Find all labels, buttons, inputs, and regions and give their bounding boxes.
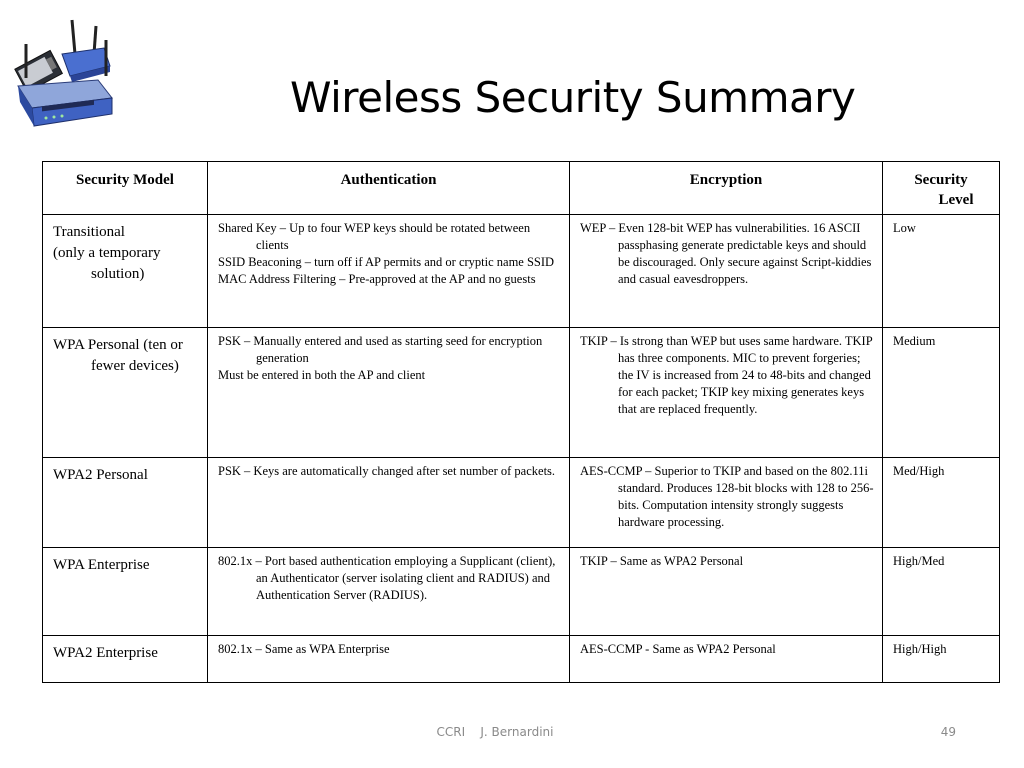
page-number: 49 [940,725,956,739]
model-cell [43,328,208,458]
auth-item: MAC Address Filtering – Pre-approved at the AP and no guests [218,272,536,286]
enc-cell [570,215,883,328]
model-text: Transitional [53,224,125,240]
auth-cell [208,636,570,683]
table-row [43,458,1000,548]
header-security-model: Security Model [43,162,208,215]
model-text: WPA Enterprise [53,557,150,573]
enc-item: AES-CCMP - Same as WPA2 Personal [580,642,776,656]
table-header-row [43,162,1000,215]
model-text: WPA Personal (ten or fewer devices) [53,337,183,374]
header-security-level-line2: Level [938,192,974,208]
level-cell: Low [883,215,1000,328]
model-text: WPA2 Enterprise [53,645,158,661]
header-security-level-line1: Security [914,172,968,188]
auth-cell [208,215,570,328]
level-cell: High/Med [883,548,1000,636]
enc-item: TKIP – Same as WPA2 Personal [580,554,744,568]
enc-item: TKIP – Is strong than WEP but uses same hardware. TKIP has three components. MIC to prevent forgeries; the IV is increased from 24 to 48-bits and changed for each packet; TKIP key mixing generates keys that are replaced frequently. [580,334,873,416]
security-summary-table [42,161,1000,683]
enc-cell [570,548,883,636]
model-cell [43,636,208,683]
auth-item: SSID Beaconing – turn off if AP permits and or cryptic name SSID [218,255,555,269]
auth-item: 802.1x – Port based authentication employing a Supplicant (client), an Authenticator (server isolating client and RADIUS) and Authentication Server (RADIUS). [218,554,556,602]
model-cell [43,215,208,328]
table-row [43,215,1000,328]
wireless-router-logo [12,14,116,128]
auth-cell [208,328,570,458]
auth-cell [208,458,570,548]
auth-cell [208,548,570,636]
model-cell [43,548,208,636]
header-encryption: Encryption [570,162,883,215]
table-row [43,548,1000,636]
auth-item: PSK – Keys are automatically changed after set number of packets. [218,464,556,478]
model-text: (only a temporary solution) [53,245,161,282]
level-cell: Medium [883,328,1000,458]
model-text: WPA2 Personal [53,467,148,483]
auth-item: Must be entered in both the AP and client [218,368,426,382]
enc-item: AES-CCMP – Superior to TKIP and based on the 802.11i standard. Produces 128-bit blocks with 128 to 256-bits. Computation intensity strongly suggests hardware processing. [580,464,874,529]
enc-cell [570,458,883,548]
footer-text: CCRI J. Bernardini [436,725,554,739]
model-cell [43,458,208,548]
header-security-level [883,162,1000,215]
enc-item: WEP – Even 128-bit WEP has vulnerabilities. 16 ASCII passphasing generate predictable keys and should be discouraged. Only secure against Script-kiddies and casual eavesdroppers. [580,221,872,286]
table-row [43,636,1000,683]
enc-cell [570,636,883,683]
auth-item: 802.1x – Same as WPA Enterprise [218,642,390,656]
auth-item: PSK – Manually entered and used as starting seed for encryption generation [218,334,543,365]
level-cell: High/High [883,636,1000,683]
auth-item: Shared Key – Up to four WEP keys should be rotated between clients [218,221,531,252]
level-cell: Med/High [883,458,1000,548]
slide-title: Wireless Security Summary [290,73,856,122]
enc-cell [570,328,883,458]
header-authentication: Authentication [208,162,570,215]
table-row [43,328,1000,458]
